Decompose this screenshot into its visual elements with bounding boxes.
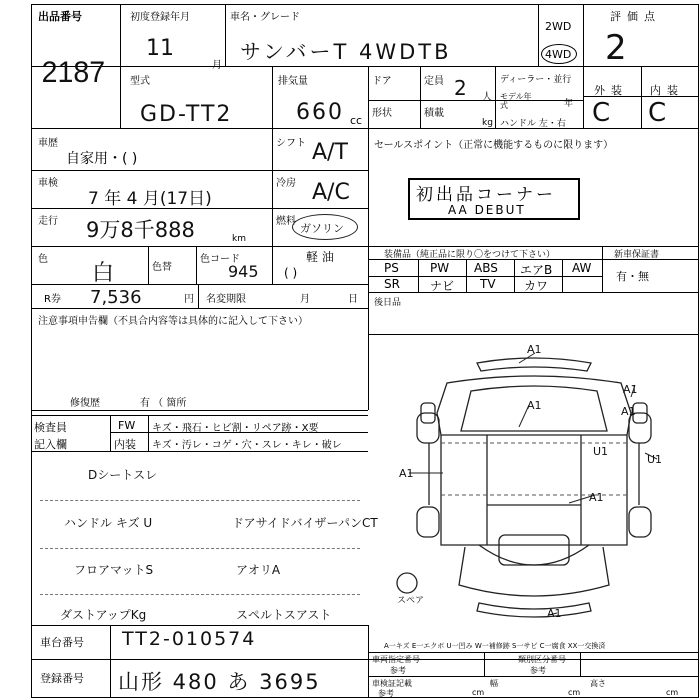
cc-unit: cc [350,114,363,127]
repair-value: 有 （ 箇所 [140,398,187,409]
capacity-value: 2 [454,76,467,100]
equip-abs: ABS [474,261,498,275]
interior-value: C [648,98,667,128]
recycle-value: 7,536 [90,287,142,308]
km-unit: km [232,234,246,244]
equipment-label: 装備品（純正品に限り〇をつけて下さい） [384,250,556,260]
fuel-light: 軽 油 [306,250,334,264]
width-label: 幅 [490,679,498,688]
equip-ps: PS [384,261,399,275]
wd4-label: 4WD [545,48,572,61]
color-value: 白 [92,261,115,286]
mark-spare: スペア [397,596,425,606]
assigned-ref: 参考 [390,666,406,675]
fw-label: FW [118,419,136,432]
equip-leather: カワ [524,279,549,293]
mark-hood: A1 [527,399,542,412]
dealer-label: ディーラー・並行 [500,75,572,85]
model-value: GD-TT2 [140,102,233,127]
inspection-label: 車検 [38,178,58,189]
shift-label: シフト [276,138,306,149]
equip-airbag: エアB [520,263,553,277]
history-value: 自家用・( ) [66,151,138,167]
note-2: ハンドル キズ U [64,516,153,530]
cm-unit-1: cm [472,688,485,697]
note-7: スペルトスアスト [236,608,332,622]
length-ref: 参考 [378,689,394,698]
debut-sub: AA DEBUT [448,203,526,217]
equip-pw: PW [430,261,450,275]
lot-label: 出品番号 [38,10,82,23]
note-5: アオリA [236,563,281,577]
color-label: 色 [38,254,48,265]
model-year-label: モデル年式 [500,92,532,110]
recycle-yen: 円 [184,294,194,305]
mileage-value: 9万8千888 [86,218,195,242]
ac-label: 冷房 [276,178,296,189]
note-1: Dシートスレ [88,468,158,482]
length-label: 車検証記載 [372,679,412,688]
mark-right-front: A1 [621,405,636,418]
car-label: 車名・グレード [230,12,300,23]
equip-tv: TV [480,277,496,291]
warranty-label: 新車保証書 [614,250,660,260]
name-change-day: 日 [348,294,358,305]
cm-unit-2: cm [568,688,581,697]
name-change-month: 月 [300,294,310,305]
vehicle-diagram [369,335,699,625]
shape-label: 形状 [372,108,392,119]
cm-unit-3: cm [666,688,679,697]
mark-left-side: A1 [399,467,414,480]
history-label: 車歴 [38,138,58,149]
notes-label: 注意事項申告欄（不具合内容等は具体的に記入して下さい） [38,316,308,327]
displacement-label: 排気量 [278,76,308,87]
fuel-label: 燃料 [276,216,296,227]
fuel-paren: ( ) [284,266,298,280]
shift-value: A/T [312,140,348,165]
note-6: ダストアップKg [60,608,147,622]
door-label: ドア [372,76,392,87]
wd4-circle [541,44,577,64]
name-change-label: 名変期限 [206,294,246,305]
sales-label: セールスポイント（正常に機能するものに限ります） [374,140,614,151]
chassis-value: TT2-010574 [122,628,257,650]
wd2-label: 2WD [545,20,572,33]
legend-text: A一キズ E一エクボ U一凹み W一補修跡 S一サビ C一腐食 XX一交換済 [384,642,606,650]
chassis-label: 車台番号 [40,636,84,649]
repair-label: 修復歴 [70,398,100,409]
kg-unit: kg [482,118,493,128]
color-code-value: 945 [228,262,259,281]
registration-value: 山形 480 あ 3695 [118,670,321,694]
exterior-value: C [592,98,611,128]
fw-text: キズ・飛石・ヒビ割・リペア跡・X要 [152,423,319,434]
rating-label: 評価点 [610,10,661,23]
lot-number: 2187 [41,56,106,89]
year-unit: 年 [564,99,574,109]
first-reg-label: 初度登録年月 [130,12,190,23]
assigned-label: 車両指定番号 [372,655,420,664]
handle-label: ハンドル 左・右 [500,119,566,129]
fuel-circle [292,214,358,240]
equip-sr: SR [384,277,400,291]
recycle-label: R券 [44,294,61,305]
mileage-label: 走行 [38,216,58,227]
mark-rear-bumper: A1 [547,607,562,620]
first-reg-value: 11 [146,36,174,61]
exterior-label: 外装 [594,84,628,97]
mark-bed-right: A1 [589,491,604,504]
displacement-value: 660 [296,100,344,125]
car-value: サンバーT 4WDTB [240,40,452,64]
equip-aw: AW [572,261,592,275]
interior-row-text: キズ・汚レ・コゲ・穴・スレ・キレ・破レ [152,440,342,451]
rating-value: 2 [605,28,627,68]
ac-value: A/C [312,180,350,205]
interior-label: 内装 [650,84,684,97]
person-unit: 人 [482,92,492,103]
back-seat-label: 後日品 [374,298,402,308]
model-label: 型式 [130,76,150,87]
inspector-label-1: 検査員 [34,421,67,434]
note-4: フロアマットS [74,563,154,577]
interior-row-label: 内装 [114,438,136,451]
debut-title: 初出品コーナー [416,185,556,205]
mark-front-bumper: A1 [527,343,542,356]
mark-center-dent: U1 [593,445,609,458]
capacity-label: 定員 [424,76,444,87]
warranty-value: 有・無 [616,270,649,283]
load-label: 積載 [424,108,444,119]
mark-right-side: U1 [647,453,663,466]
mark-right-mirror: A1 [623,383,638,396]
category-label: 類別区分番号 [518,655,566,664]
equip-navi: ナビ [430,279,455,293]
inspector-label-2: 記入欄 [34,438,67,451]
color-change-label: 色替 [152,262,172,273]
registration-label: 登録番号 [40,672,84,685]
category-ref: 参考 [530,666,546,675]
inspection-value: 7 年 4 月(17日) [88,189,212,209]
note-3: ドアサイドバイザーパンCT [232,516,378,530]
fuel-value: ガソリン [300,222,344,235]
color-code-label: 色コード [200,254,240,265]
height-label: 高さ [590,679,606,688]
month-unit: 月 [212,60,222,71]
